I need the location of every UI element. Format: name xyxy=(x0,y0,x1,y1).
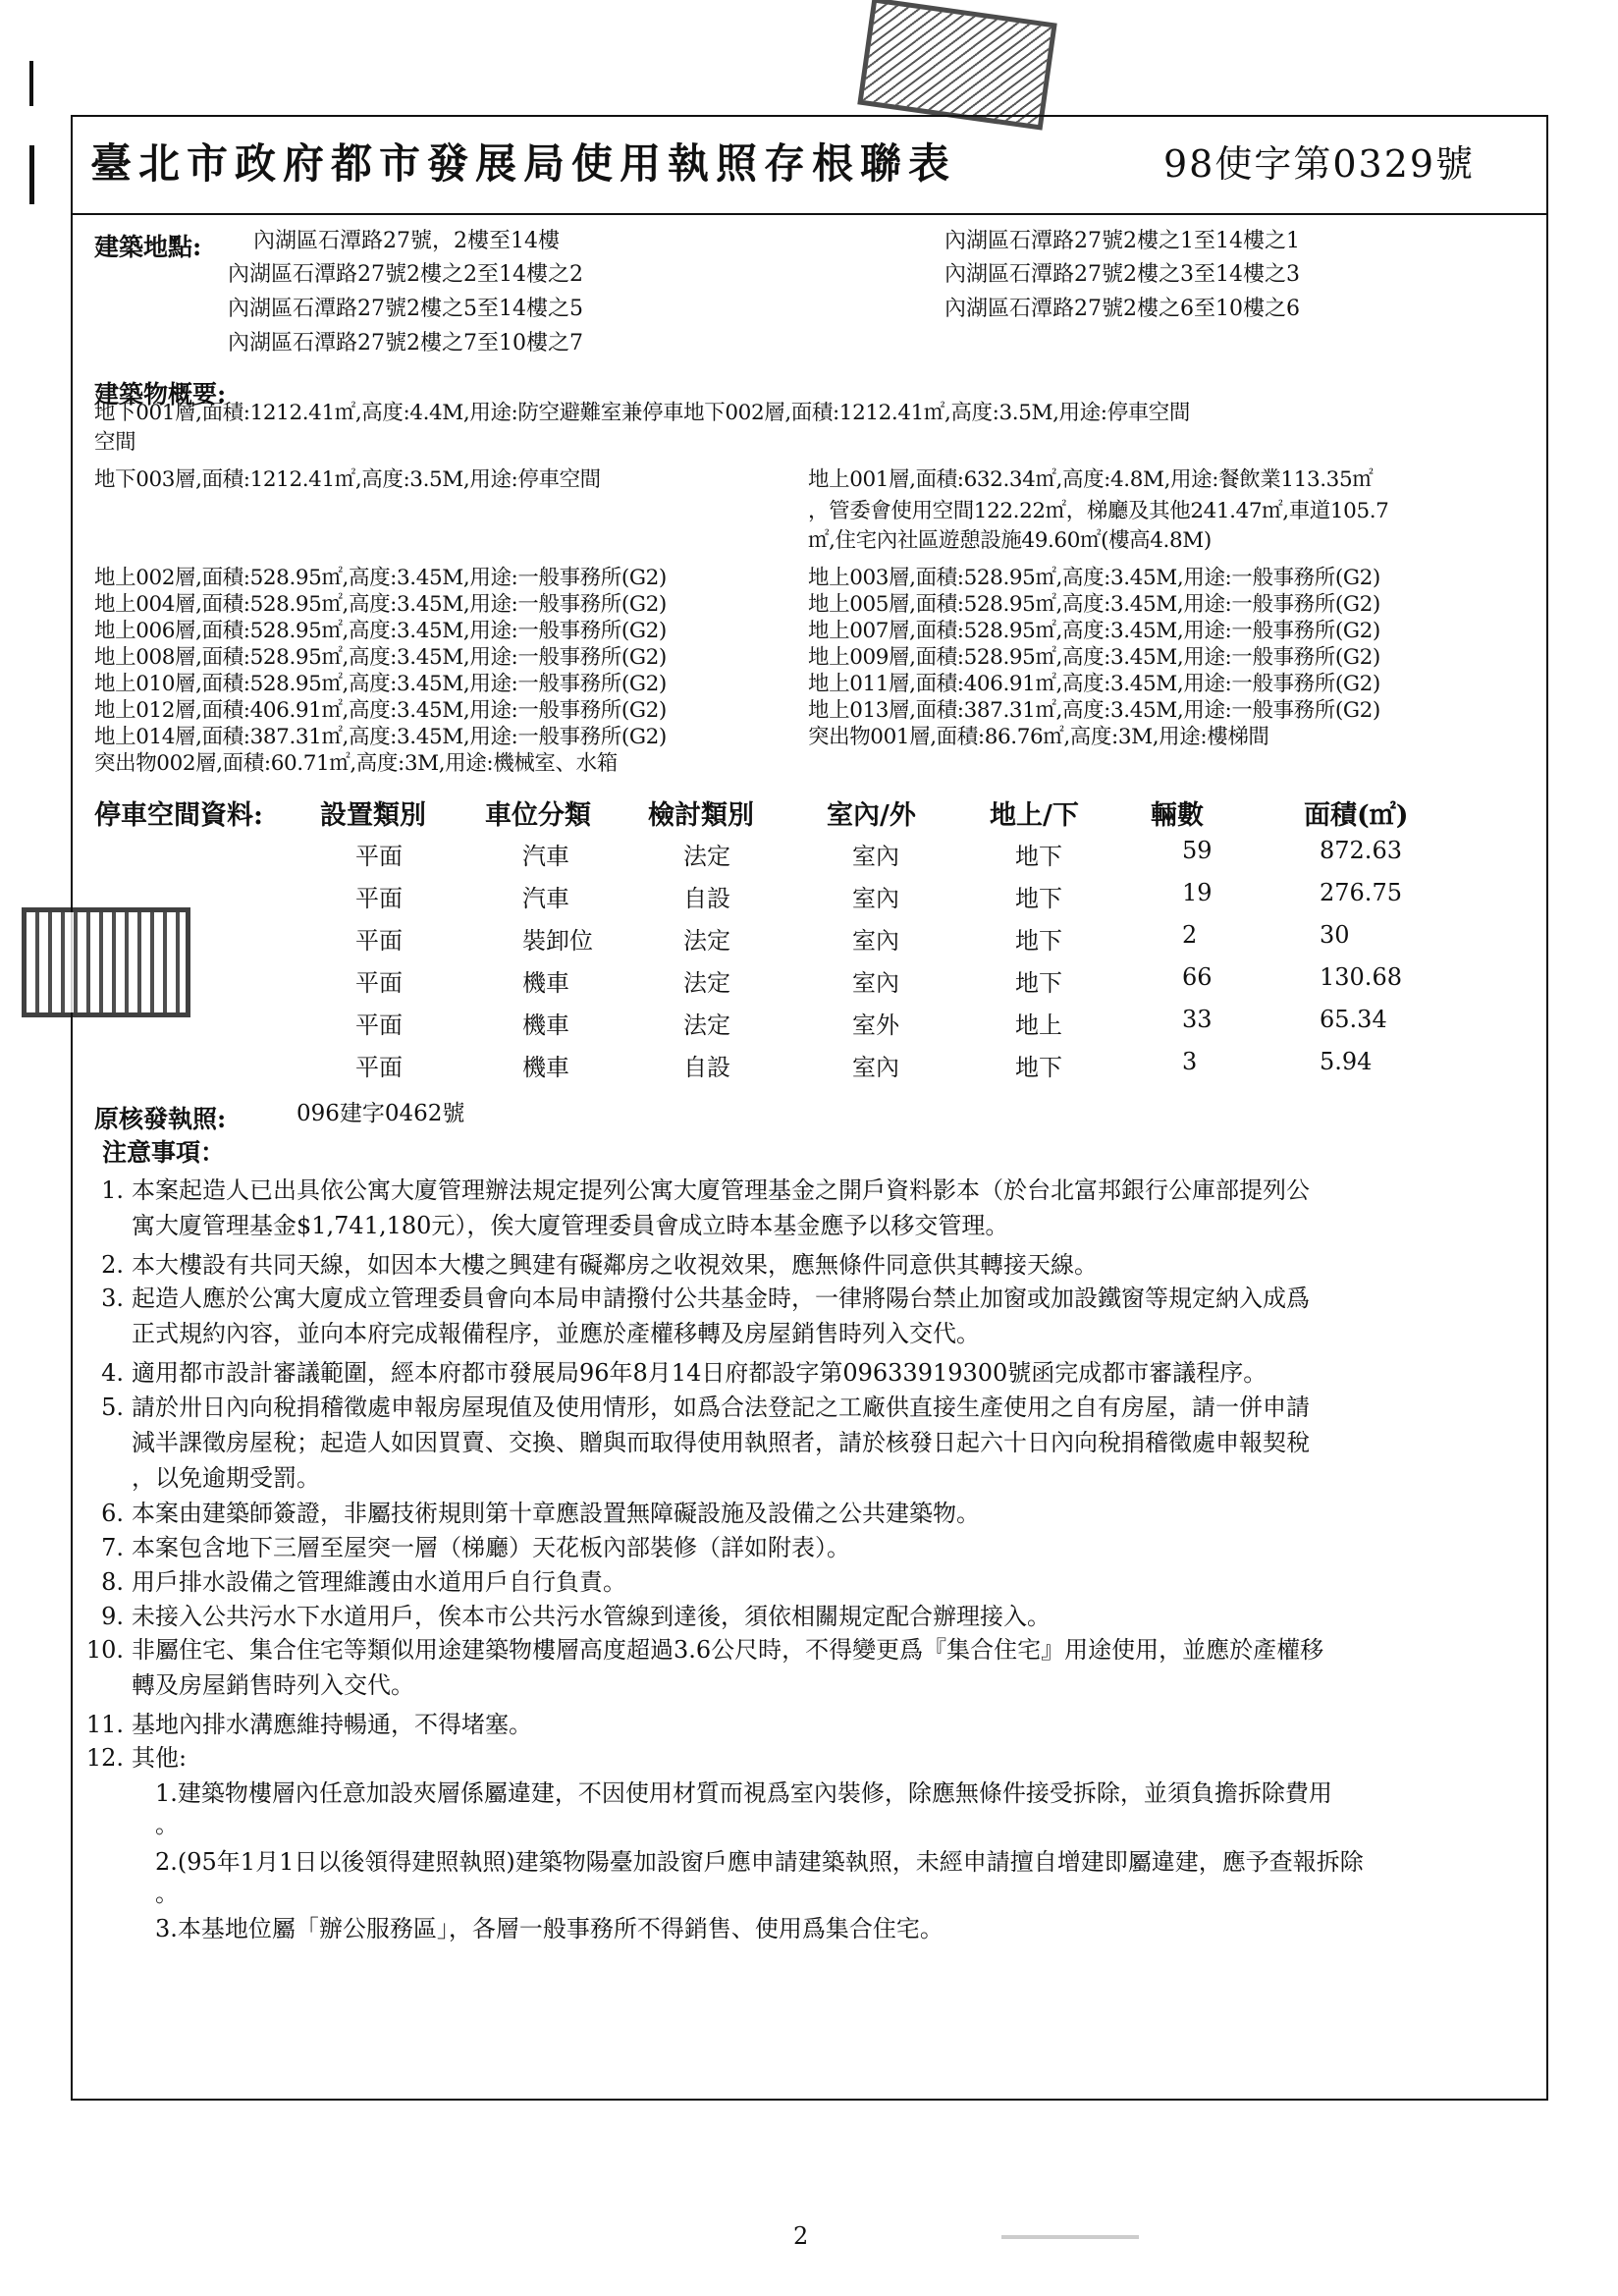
parking-cell: 平面 xyxy=(355,927,403,955)
note-text: 本案包含地下三層至屋突一層（梯廳）天花板內部裝修（詳如附表）。 xyxy=(132,1534,850,1561)
parking-cell: 室內 xyxy=(852,927,899,955)
note-number: 1. xyxy=(101,1176,124,1204)
floor-line: 地下001層,面積:1212.41㎡,高度:4.4M,用途:防空避難室兼停車地下002層,面積:1212.41㎡,高度:3.5M,用途:停車空間 xyxy=(94,401,1190,425)
parking-cell: 地下 xyxy=(1015,969,1062,997)
parking-cell: 室內 xyxy=(852,1054,899,1081)
other-note-line: 2.(95年1月1日以後領得建照執照)建築物陽臺加設窗戶應申請建築執照，未經申請擅自增建即屬違建，應予查報拆除 xyxy=(155,1848,1364,1876)
note-text: 非屬住宅、集合住宅等類似用途建築物樓層高度超過3.6公尺時，不得變更爲『集合住宅』用途使用，並應於產權移 xyxy=(132,1636,1324,1664)
parking-cell: 法定 xyxy=(683,927,730,955)
parking-cell: 室內 xyxy=(852,969,899,997)
note-number: 10. xyxy=(85,1636,124,1664)
parking-cell: 室外 xyxy=(852,1011,899,1039)
parking-cell: 汽車 xyxy=(522,885,569,912)
floor-line: 地上004層,面積:528.95㎡,高度:3.45M,用途:一般事務所(G2) xyxy=(94,592,667,617)
floor-line: 地下003層,面積:1212.41㎡,高度:3.5M,用途:停車空間 xyxy=(94,467,601,492)
parking-header: 地上/下 xyxy=(990,800,1079,831)
note-text: 減半課徵房屋稅；起造人如因買賣、交換、贈與而取得使用執照者，請於核發日起六十日內向稅捐稽徵處申報契稅 xyxy=(132,1429,1310,1456)
parking-cell: 30 xyxy=(1320,921,1350,949)
parking-cell: 276.75 xyxy=(1320,879,1402,906)
note-text: 基地內排水溝應維持暢通，不得堵塞。 xyxy=(132,1711,532,1738)
overview-label: 建築物概要: xyxy=(94,380,227,409)
address-line: 內湖區石潭路27號2樓之7至10樓之7 xyxy=(228,331,583,355)
address-line: 內湖區石潭路27號2樓之2至14樓之2 xyxy=(228,262,583,287)
parking-cell: 機車 xyxy=(522,1054,569,1081)
note-number: 7. xyxy=(101,1534,124,1561)
parking-cell: 平面 xyxy=(355,1054,403,1081)
parking-cell: 機車 xyxy=(522,969,569,997)
parking-cell: 5.94 xyxy=(1320,1048,1373,1075)
parking-cell: 法定 xyxy=(683,969,730,997)
floor-line: ㎡,住宅內社區遊憩設施49.60㎡(樓高4.8M) xyxy=(808,528,1212,553)
address-line: 內湖區石潭路27號2樓之6至10樓之6 xyxy=(944,297,1300,321)
parking-cell: 地下 xyxy=(1015,1054,1062,1081)
floor-line: 地上009層,面積:528.95㎡,高度:3.45M,用途:一般事務所(G2) xyxy=(808,645,1380,670)
notes-label: 注意事項： xyxy=(102,1138,226,1167)
floor-line: 地上003層,面積:528.95㎡,高度:3.45M,用途:一般事務所(G2) xyxy=(808,566,1380,590)
note-text: 適用都市設計審議範圍，經本府都市發展局96年8月14日府都設字第09633919300號函完成都市審議程序。 xyxy=(132,1359,1267,1387)
header-divider xyxy=(73,213,1546,215)
parking-header: 室內/外 xyxy=(827,800,916,831)
floor-line: ，管委會使用空間122.22㎡，梯廳及其他241.47㎡,車道105.7 xyxy=(808,499,1389,523)
floor-line: 地上007層,面積:528.95㎡,高度:3.45M,用途:一般事務所(G2) xyxy=(808,619,1380,643)
note-text: 其他: xyxy=(132,1744,188,1772)
parking-cell: 裝卸位 xyxy=(522,927,593,955)
parking-cell: 法定 xyxy=(683,1011,730,1039)
permit-number: 98使字第0329號 xyxy=(1163,142,1476,186)
address-line: 內湖區石潭路27號2樓之5至14樓之5 xyxy=(228,297,583,321)
original-permit-value: 096建字0462號 xyxy=(297,1101,465,1126)
parking-cell: 平面 xyxy=(355,843,403,870)
parking-cell: 平面 xyxy=(355,885,403,912)
note-number: 8. xyxy=(101,1568,124,1596)
address-line: 內湖區石潭路27號，2樓至14樓 xyxy=(253,229,560,253)
note-text: 未接入公共污水下水道用戶，俟本市公共污水管線到達後，須依相關規定配合辦理接入。 xyxy=(132,1603,1051,1630)
parking-cell: 地上 xyxy=(1015,1011,1062,1039)
parking-header: 面積(㎡) xyxy=(1304,800,1409,831)
parking-header: 檢討類別 xyxy=(648,800,754,831)
parking-cell: 130.68 xyxy=(1320,963,1402,991)
note-text: 起造人應於公寓大廈成立管理委員會向本局申請撥付公共基金時，一律將陽台禁止加窗或加設鐵窗等規定納入成爲 xyxy=(132,1285,1310,1312)
parking-cell: 自設 xyxy=(683,1054,730,1081)
floor-line: 地上001層,面積:632.34㎡,高度:4.8M,用途:餐飲業113.35㎡ xyxy=(808,467,1374,492)
parking-label: 停車空間資料: xyxy=(94,800,263,831)
note-text: 用戶排水設備之管理維護由水道用戶自行負責。 xyxy=(132,1568,626,1596)
address-line: 內湖區石潭路27號2樓之1至14樓之1 xyxy=(944,229,1300,253)
seal-stamp-top xyxy=(857,0,1056,131)
note-text: 寓大廈管理基金$1,741,180元），俟大廈管理委員會成立時本基金應予以移交管理。 xyxy=(132,1212,1009,1239)
note-number: 9. xyxy=(101,1603,124,1630)
parking-cell: 59 xyxy=(1182,837,1213,864)
margin-mark xyxy=(29,145,34,204)
note-text: 請於卅日內向稅捐稽徵處申報房屋現值及使用情形，如爲合法登記之工廠供直接生產使用之自有房屋，請一併申請 xyxy=(132,1394,1310,1421)
floor-line: 空間 xyxy=(94,430,136,455)
other-note-wrap: 。 xyxy=(155,1880,179,1907)
parking-cell: 3 xyxy=(1182,1048,1198,1075)
parking-header: 輛數 xyxy=(1151,800,1204,831)
floor-line: 地上013層,面積:387.31㎡,高度:3.45M,用途:一般事務所(G2) xyxy=(808,698,1380,723)
parking-header: 設置類別 xyxy=(320,800,426,831)
parking-cell: 19 xyxy=(1182,879,1213,906)
parking-cell: 66 xyxy=(1182,963,1213,991)
parking-cell: 平面 xyxy=(355,1011,403,1039)
parking-cell: 平面 xyxy=(355,969,403,997)
other-note-wrap: 。 xyxy=(155,1811,179,1838)
parking-cell: 室內 xyxy=(852,843,899,870)
parking-cell: 汽車 xyxy=(522,843,569,870)
floor-line: 突出物002層,面積:60.71㎡,高度:3M,用途:機械室、水箱 xyxy=(94,751,618,776)
address-line: 內湖區石潭路27號2樓之3至14樓之3 xyxy=(944,262,1300,287)
floor-line: 地上011層,面積:406.91㎡,高度:3.45M,用途:一般事務所(G2) xyxy=(808,672,1380,696)
other-note-line: 1.建築物樓層內任意加設夾層係屬違建，不因使用材質而視爲室內裝修，除應無條件接受拆除，並須負擔拆除費用 xyxy=(155,1779,1332,1807)
parking-cell: 機車 xyxy=(522,1011,569,1039)
floor-line: 地上006層,面積:528.95㎡,高度:3.45M,用途:一般事務所(G2) xyxy=(94,619,667,643)
parking-cell: 地下 xyxy=(1015,927,1062,955)
note-number: 4. xyxy=(101,1359,124,1387)
note-text: 本案由建築師簽證，非屬技術規則第十章應設置無障礙設施及設備之公共建築物。 xyxy=(132,1500,980,1527)
parking-cell: 65.34 xyxy=(1320,1006,1387,1033)
parking-cell: 法定 xyxy=(683,843,730,870)
note-text: 本大樓設有共同天線，如因本大樓之興建有礙鄰房之收視效果，應無條件同意供其轉接天線。 xyxy=(132,1251,1098,1279)
note-number: 6. xyxy=(101,1500,124,1527)
parking-cell: 33 xyxy=(1182,1006,1213,1033)
floor-line: 地上014層,面積:387.31㎡,高度:3.45M,用途:一般事務所(G2) xyxy=(94,725,667,749)
note-text: ，以免逾期受罰。 xyxy=(132,1464,320,1492)
note-number: 3. xyxy=(101,1285,124,1312)
floor-line: 地上002層,面積:528.95㎡,高度:3.45M,用途:一般事務所(G2) xyxy=(94,566,667,590)
scan-smudge xyxy=(1001,2235,1139,2239)
floor-line: 地上010層,面積:528.95㎡,高度:3.45M,用途:一般事務所(G2) xyxy=(94,672,667,696)
note-text: 本案起造人已出具依公寓大廈管理辦法規定提列公寓大廈管理基金之開戶資料影本（於台北富邦銀行公庫部提列公 xyxy=(132,1176,1310,1204)
parking-cell: 自設 xyxy=(683,885,730,912)
note-text: 轉及房屋銷售時列入交代。 xyxy=(132,1671,414,1699)
document-title: 臺北市政府都市發展局使用執照存根聯表 xyxy=(90,139,957,188)
parking-cell: 室內 xyxy=(852,885,899,912)
seal-stamp-left xyxy=(22,907,190,1017)
note-text: 正式規約內容，並向本府完成報備程序，並應於產權移轉及房屋銷售時列入交代。 xyxy=(132,1320,980,1347)
parking-cell: 地下 xyxy=(1015,843,1062,870)
parking-cell: 872.63 xyxy=(1320,837,1402,864)
note-number: 5. xyxy=(101,1394,124,1421)
floor-line: 地上005層,面積:528.95㎡,高度:3.45M,用途:一般事務所(G2) xyxy=(808,592,1380,617)
note-number: 2. xyxy=(101,1251,124,1279)
floor-line: 突出物001層,面積:86.76㎡,高度:3M,用途:樓梯間 xyxy=(808,725,1269,749)
other-note-line: 3.本基地位屬「辦公服務區」，各層一般事務所不得銷售、使用爲集合住宅。 xyxy=(155,1915,944,1942)
margin-mark xyxy=(29,61,33,106)
parking-cell: 地下 xyxy=(1015,885,1062,912)
original-permit-label: 原核發執照: xyxy=(94,1105,227,1133)
note-number: 12. xyxy=(85,1744,124,1772)
floor-line: 地上012層,面積:406.91㎡,高度:3.45M,用途:一般事務所(G2) xyxy=(94,698,667,723)
parking-cell: 2 xyxy=(1182,921,1198,949)
page-number: 2 xyxy=(793,2222,809,2250)
address-label: 建築地點: xyxy=(94,233,202,261)
floor-line: 地上008層,面積:528.95㎡,高度:3.45M,用途:一般事務所(G2) xyxy=(94,645,667,670)
parking-header: 車位分類 xyxy=(485,800,591,831)
note-number: 11. xyxy=(85,1711,124,1738)
